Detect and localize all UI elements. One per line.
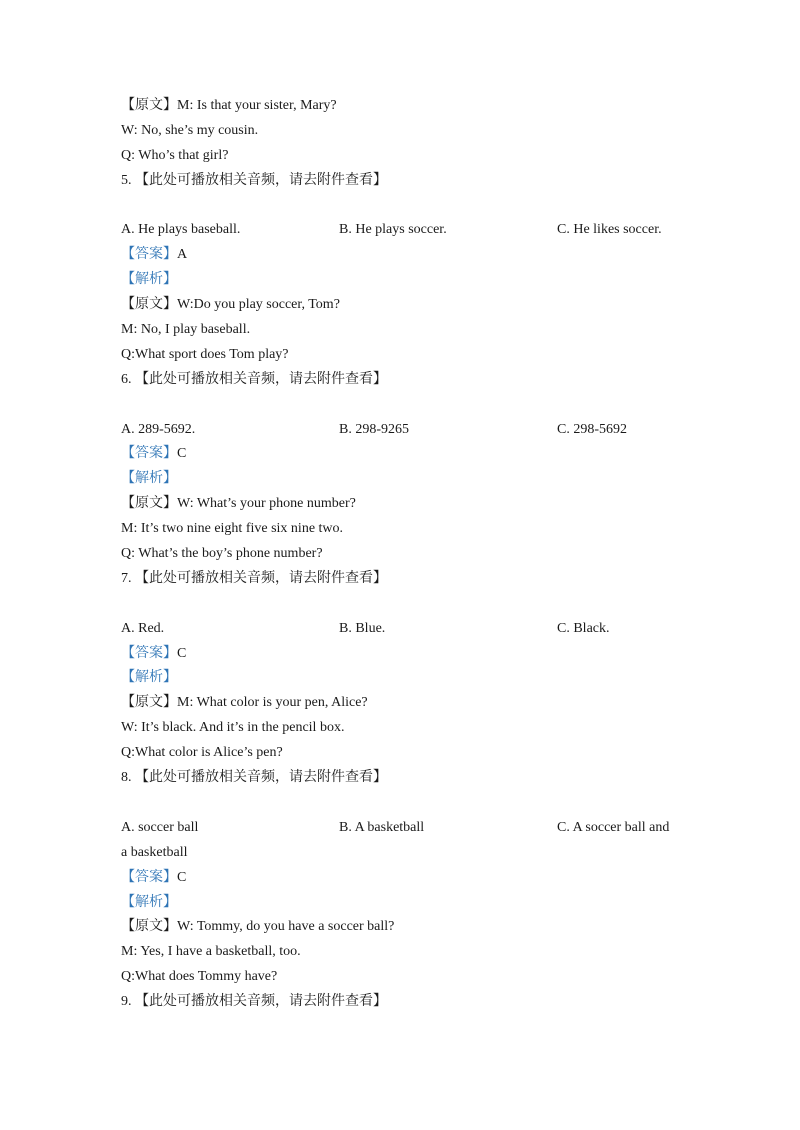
option-b: B. A basketball [339, 819, 425, 835]
option-a: A. Red. [121, 620, 165, 636]
transcript-line: M: It’s two nine eight five six nine two. [121, 521, 344, 537]
option-a: A. 289-5692. [121, 421, 196, 437]
document-content [121, 94, 701, 1015]
answer-line [121, 442, 701, 467]
transcript-line: 【原文】W: What’s your phone number? [121, 496, 356, 512]
question-prompt: 6. 【此处可播放相关音频，请去附件查看】 [121, 371, 387, 387]
option-a: A. He plays baseball. [121, 222, 241, 238]
question-prompt: 8. 【此处可播放相关音频，请去附件查看】 [121, 770, 387, 786]
transcript-line: Q:What does Tommy have? [121, 969, 278, 985]
transcript-line: Q:What color is Alice’s pen? [121, 745, 283, 761]
options-row [121, 617, 701, 642]
blank-line [121, 393, 701, 418]
analysis-tag: 【解析】 [121, 272, 177, 288]
analysis-tag: 【解析】 [121, 894, 177, 910]
question-prompt: 9. 【此处可播放相关音频，请去附件查看】 [121, 994, 387, 1010]
question-prompt: 5. 【此处可播放相关音频，请去附件查看】 [121, 172, 387, 188]
answer-tag: 【答案】 [121, 446, 177, 462]
transcript-line: Q: Who’s that girl? [121, 147, 229, 163]
transcript-line: 【原文】M: What color is your pen, Alice? [121, 695, 368, 711]
options-row [121, 816, 701, 841]
option-c: C. 298-5692 [557, 421, 627, 437]
blank-line [121, 194, 701, 219]
answer-line [121, 243, 701, 268]
answer-value: C [177, 869, 187, 885]
transcript-line: Q: What’s the boy’s phone number? [121, 546, 323, 562]
transcript-line: M: No, I play baseball. [121, 322, 251, 338]
transcript-line: W: No, she’s my cousin. [121, 122, 259, 138]
analysis-tag: 【解析】 [121, 670, 177, 686]
transcript-line: M: Yes, I have a basketball, too. [121, 944, 301, 960]
option-c-continuation: a basketball [121, 844, 188, 860]
option-a: A. soccer ball [121, 819, 199, 835]
analysis-tag: 【解析】 [121, 471, 177, 487]
blank-line [121, 592, 701, 617]
question-prompt: 7. 【此处可播放相关音频，请去附件查看】 [121, 570, 387, 586]
transcript-line: Q:What sport does Tom play? [121, 346, 289, 362]
answer-line [121, 642, 701, 667]
option-c: C. Black. [557, 620, 610, 636]
transcript-line: 【原文】W:Do you play soccer, Tom? [121, 297, 340, 313]
transcript-line: 【原文】M: Is that your sister, Mary? [121, 98, 337, 113]
answer-line [121, 866, 701, 891]
option-c: C. He likes soccer. [557, 222, 662, 238]
transcript-line: 【原文】W: Tommy, do you have a soccer ball? [121, 919, 395, 935]
options-row [121, 418, 701, 443]
transcript-line: W: It’s black. And it’s in the pencil box. [121, 720, 345, 736]
option-b: B. Blue. [339, 620, 386, 636]
answer-value: C [177, 446, 187, 462]
blank-line [121, 791, 701, 816]
answer-value: C [177, 645, 187, 661]
answer-tag: 【答案】 [121, 645, 177, 661]
answer-tag: 【答案】 [121, 247, 177, 263]
option-c: C. A soccer ball and [557, 819, 670, 835]
answer-tag: 【答案】 [121, 869, 177, 885]
options-row [121, 218, 701, 243]
answer-value: A [177, 247, 188, 263]
option-b: B. He plays soccer. [339, 222, 447, 238]
option-b: B. 298-9265 [339, 421, 409, 437]
